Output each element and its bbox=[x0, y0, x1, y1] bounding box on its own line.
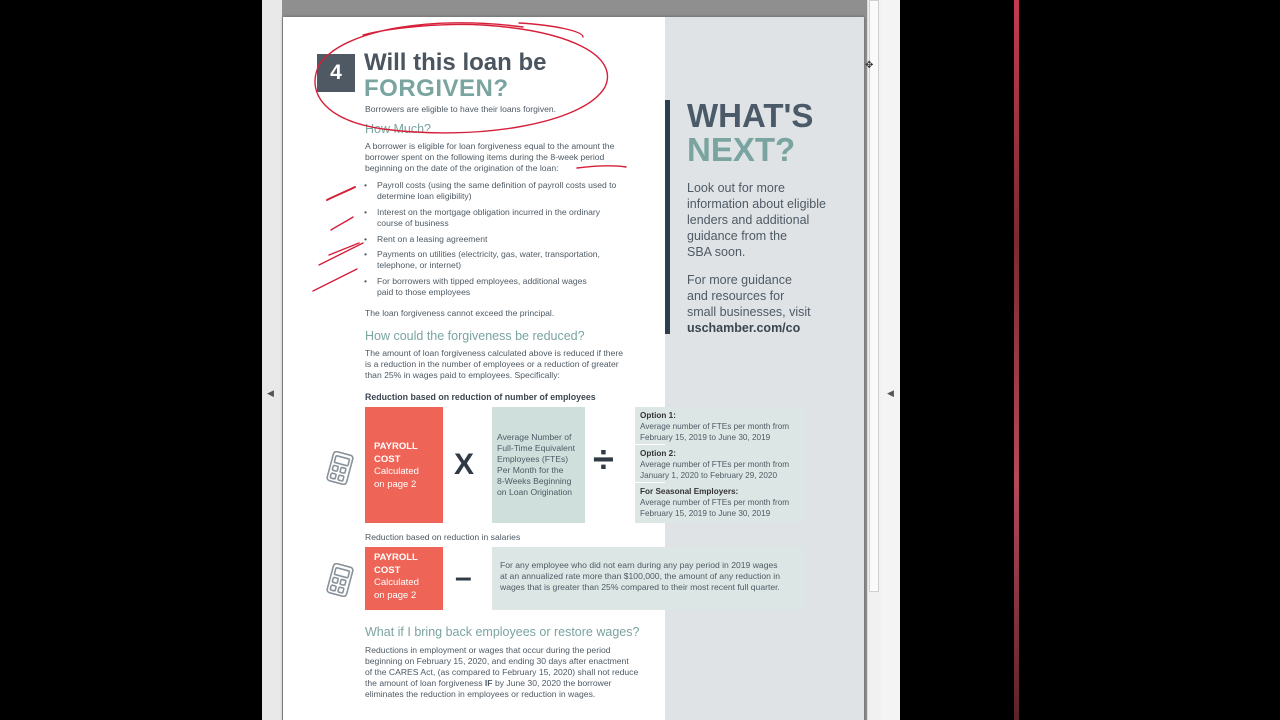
pdf-viewer bbox=[262, 0, 900, 720]
how-much-text: A borrower is eligible for loan forgiveness equal to the amount the borrower spent on the following items during the 8-week period beginning on the date of the origination of the loan: bbox=[365, 141, 615, 173]
checkmark-annotation bbox=[331, 217, 353, 230]
collapse-left-icon[interactable]: ◀ bbox=[267, 388, 274, 398]
list-item: • For borrowers with tipped employees, additional wages paid to those employees bbox=[364, 276, 634, 298]
option-2-box: Option 2: Average number of FTEs per month from January 1, 2020 to February 29, 2020 bbox=[635, 445, 805, 482]
whats-next-title: WHAT'S NEXT? bbox=[687, 97, 814, 168]
payroll-cost-box: PAYROLL COST Calculated on page 2 bbox=[365, 407, 443, 523]
sidebar-paragraph-1: Look out for more information about eligible lenders and additional guidance from the SBA soon. bbox=[687, 181, 826, 259]
minus-sign: – bbox=[455, 561, 472, 594]
scrollbar-thumb[interactable] bbox=[869, 0, 879, 592]
restore-heading: What if I bring back employees or restore wages? bbox=[365, 625, 640, 639]
section-intro: Borrowers are eligible to have their loans forgiven. bbox=[365, 104, 557, 114]
section-number-badge: 4 bbox=[317, 54, 355, 92]
salaries-reduction-label: Reduction based on reduction in salaries bbox=[365, 532, 521, 542]
checkmark-annotation bbox=[319, 243, 363, 265]
list-item: • Rent on a leasing agreement bbox=[364, 234, 634, 245]
multiply-sign: X bbox=[454, 448, 475, 481]
employees-reduction-label: Reduction based on reduction of number of employees bbox=[365, 392, 596, 402]
calculator-icon bbox=[325, 451, 355, 485]
collapse-right-icon[interactable]: ◀ bbox=[887, 388, 894, 398]
calculator-icon bbox=[325, 563, 355, 597]
reduced-text: The amount of loan forgiveness calculated above is reduced if there is a reduction in the number of employees or a reduction of greater than 25% in wages paid to employees. Specifically: bbox=[365, 348, 623, 380]
section-title-line1: Will this loan be bbox=[364, 49, 547, 76]
move-cursor-icon: ✥ bbox=[865, 60, 874, 71]
checkmark-annotation bbox=[313, 269, 357, 291]
sidebar-paragraph-2: For more guidance and resources for small businesses, visit uschamber.com/co bbox=[687, 272, 857, 336]
how-much-heading: How Much? bbox=[365, 122, 431, 136]
salary-reduction-box: For any employee who did not earn during any pay period in 2019 wages at an annualized rate more than $100,000, the amount of any reduction in wages that is greater than 25% compared to their most recent full quarter. bbox=[492, 547, 805, 610]
uschamber-link[interactable]: uschamber.com/co bbox=[687, 321, 801, 335]
title-circle-annotation bbox=[519, 23, 583, 37]
reduced-heading: How could the forgiveness be reduced? bbox=[365, 329, 585, 343]
checkmark-annotation bbox=[329, 243, 359, 255]
list-item: • Payroll costs (using the same definition of payroll costs used to determine loan eligibility) bbox=[364, 180, 634, 202]
principal-note: The loan forgiveness cannot exceed the principal. bbox=[365, 308, 555, 318]
restore-text: Reductions in employment or wages that occur during the period beginning on February 15, 2020, and ending 30 days after enactment of the CARES Act, (as compared to February 15, 2020) shall not reduce the amount of loan forgiveness IF by June 30, 2020 the borrower eliminates the reduction in employees or reduction in wages. bbox=[365, 645, 639, 699]
right-panel bbox=[881, 0, 900, 720]
section-title-line2: FORGIVEN? bbox=[364, 75, 509, 102]
document-page bbox=[283, 17, 864, 720]
divide-sign: ÷ bbox=[593, 439, 614, 481]
edge-accent-bar bbox=[1014, 0, 1019, 720]
checkmark-annotation bbox=[327, 187, 355, 200]
list-item: • Interest on the mortgage obligation incurred in the ordinary course of business bbox=[364, 207, 634, 229]
average-fte-box: Average Number of Full-Time Equivalent Employees (FTEs) Per Month for the 8-Weeks Beginning on Loan Origination bbox=[492, 407, 585, 523]
seasonal-option-box: For Seasonal Employers: Average number of FTEs per month from February 15, 2019 to June 30, 2019 bbox=[635, 483, 805, 523]
sidebar-accent-bar bbox=[665, 100, 670, 334]
left-panel bbox=[262, 0, 282, 720]
payroll-cost-box: PAYROLL COST Calculated on page 2 bbox=[365, 547, 443, 610]
list-item: • Payments on utilities (electricity, gas, water, transportation, telephone, or internet) bbox=[364, 249, 634, 271]
option-1-box: Option 1: Average number of FTEs per month from February 15, 2019 to June 30, 2019 bbox=[635, 407, 805, 444]
